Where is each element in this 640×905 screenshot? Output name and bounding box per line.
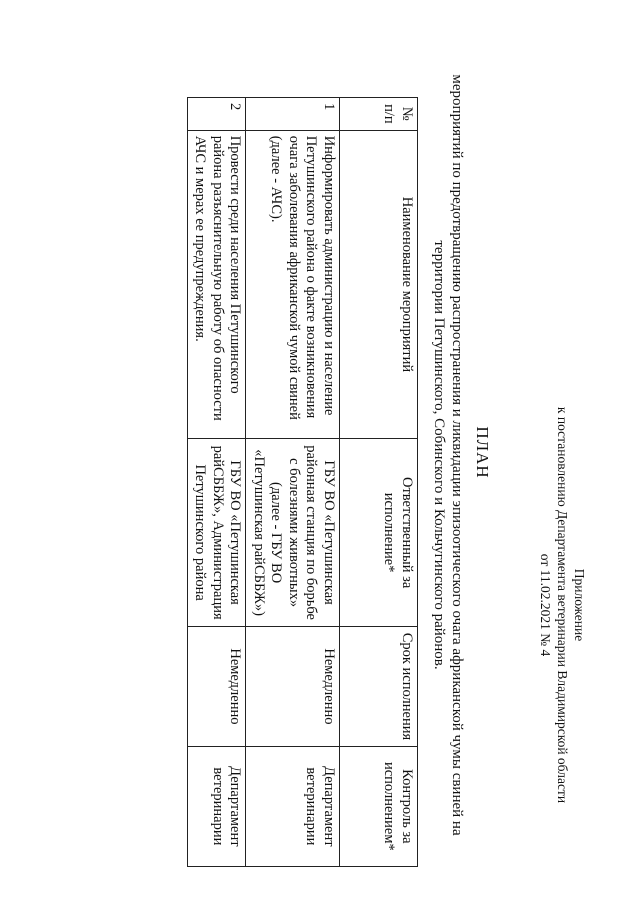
appendix-header: [537, 395, 588, 815]
row-responsible: ГБУ ВО «Петушинская районная станция по борьбе с болезнями животных» (далее - ГБУ ВО «Петушинская райСББЖ»): [246, 439, 340, 627]
table-header-row: [340, 98, 418, 867]
appendix-date-number: от 11.02.2021 № 4: [538, 553, 553, 657]
table-row: [246, 98, 340, 867]
row-control: Департамент ветеринарии: [246, 746, 340, 866]
plan-subtitle: мероприятий по предотвращению распространения и ликвидации эпизоотического очага африканской чумы свиней на территории Петушинского, Собинского и Кольчугинского районов.: [431, 74, 465, 836]
header-measure-name: Наименование мероприятий: [340, 130, 418, 438]
row-number: 1: [246, 98, 340, 131]
appendix-reference: к постановлению Департамента ветеринарии Владимирской области: [555, 406, 570, 804]
header-term: Срок исполнения: [340, 627, 418, 747]
row-term: Немедленно: [188, 627, 247, 747]
row-measure-name: Информировать администрацию и население Петушинского района о факте возникновения очага заболевания африканской чумой свиней (далее - АЧС).: [246, 130, 340, 438]
measures-table: [187, 97, 418, 867]
header-responsible: Ответственный за исполнение*: [340, 439, 418, 627]
table-row: [188, 98, 247, 867]
row-responsible: ГБУ ВО «Петушинская райСББЖ», Администрация Петушинского района: [188, 439, 247, 627]
appendix-title: Приложение: [572, 568, 587, 642]
row-term: Немедленно: [246, 627, 340, 747]
row-number: 2: [188, 98, 247, 131]
header-number: № п/п: [340, 98, 418, 131]
row-measure-name: Провести среди населения Петушинского района разъяснительную работу об опасности АЧС и мерах ее предупреждения.: [188, 130, 247, 438]
row-control: Департамент ветеринарии: [188, 746, 247, 866]
plan-title: ПЛАН: [473, 426, 492, 479]
header-control: Контроль за исполнением*: [340, 746, 418, 866]
